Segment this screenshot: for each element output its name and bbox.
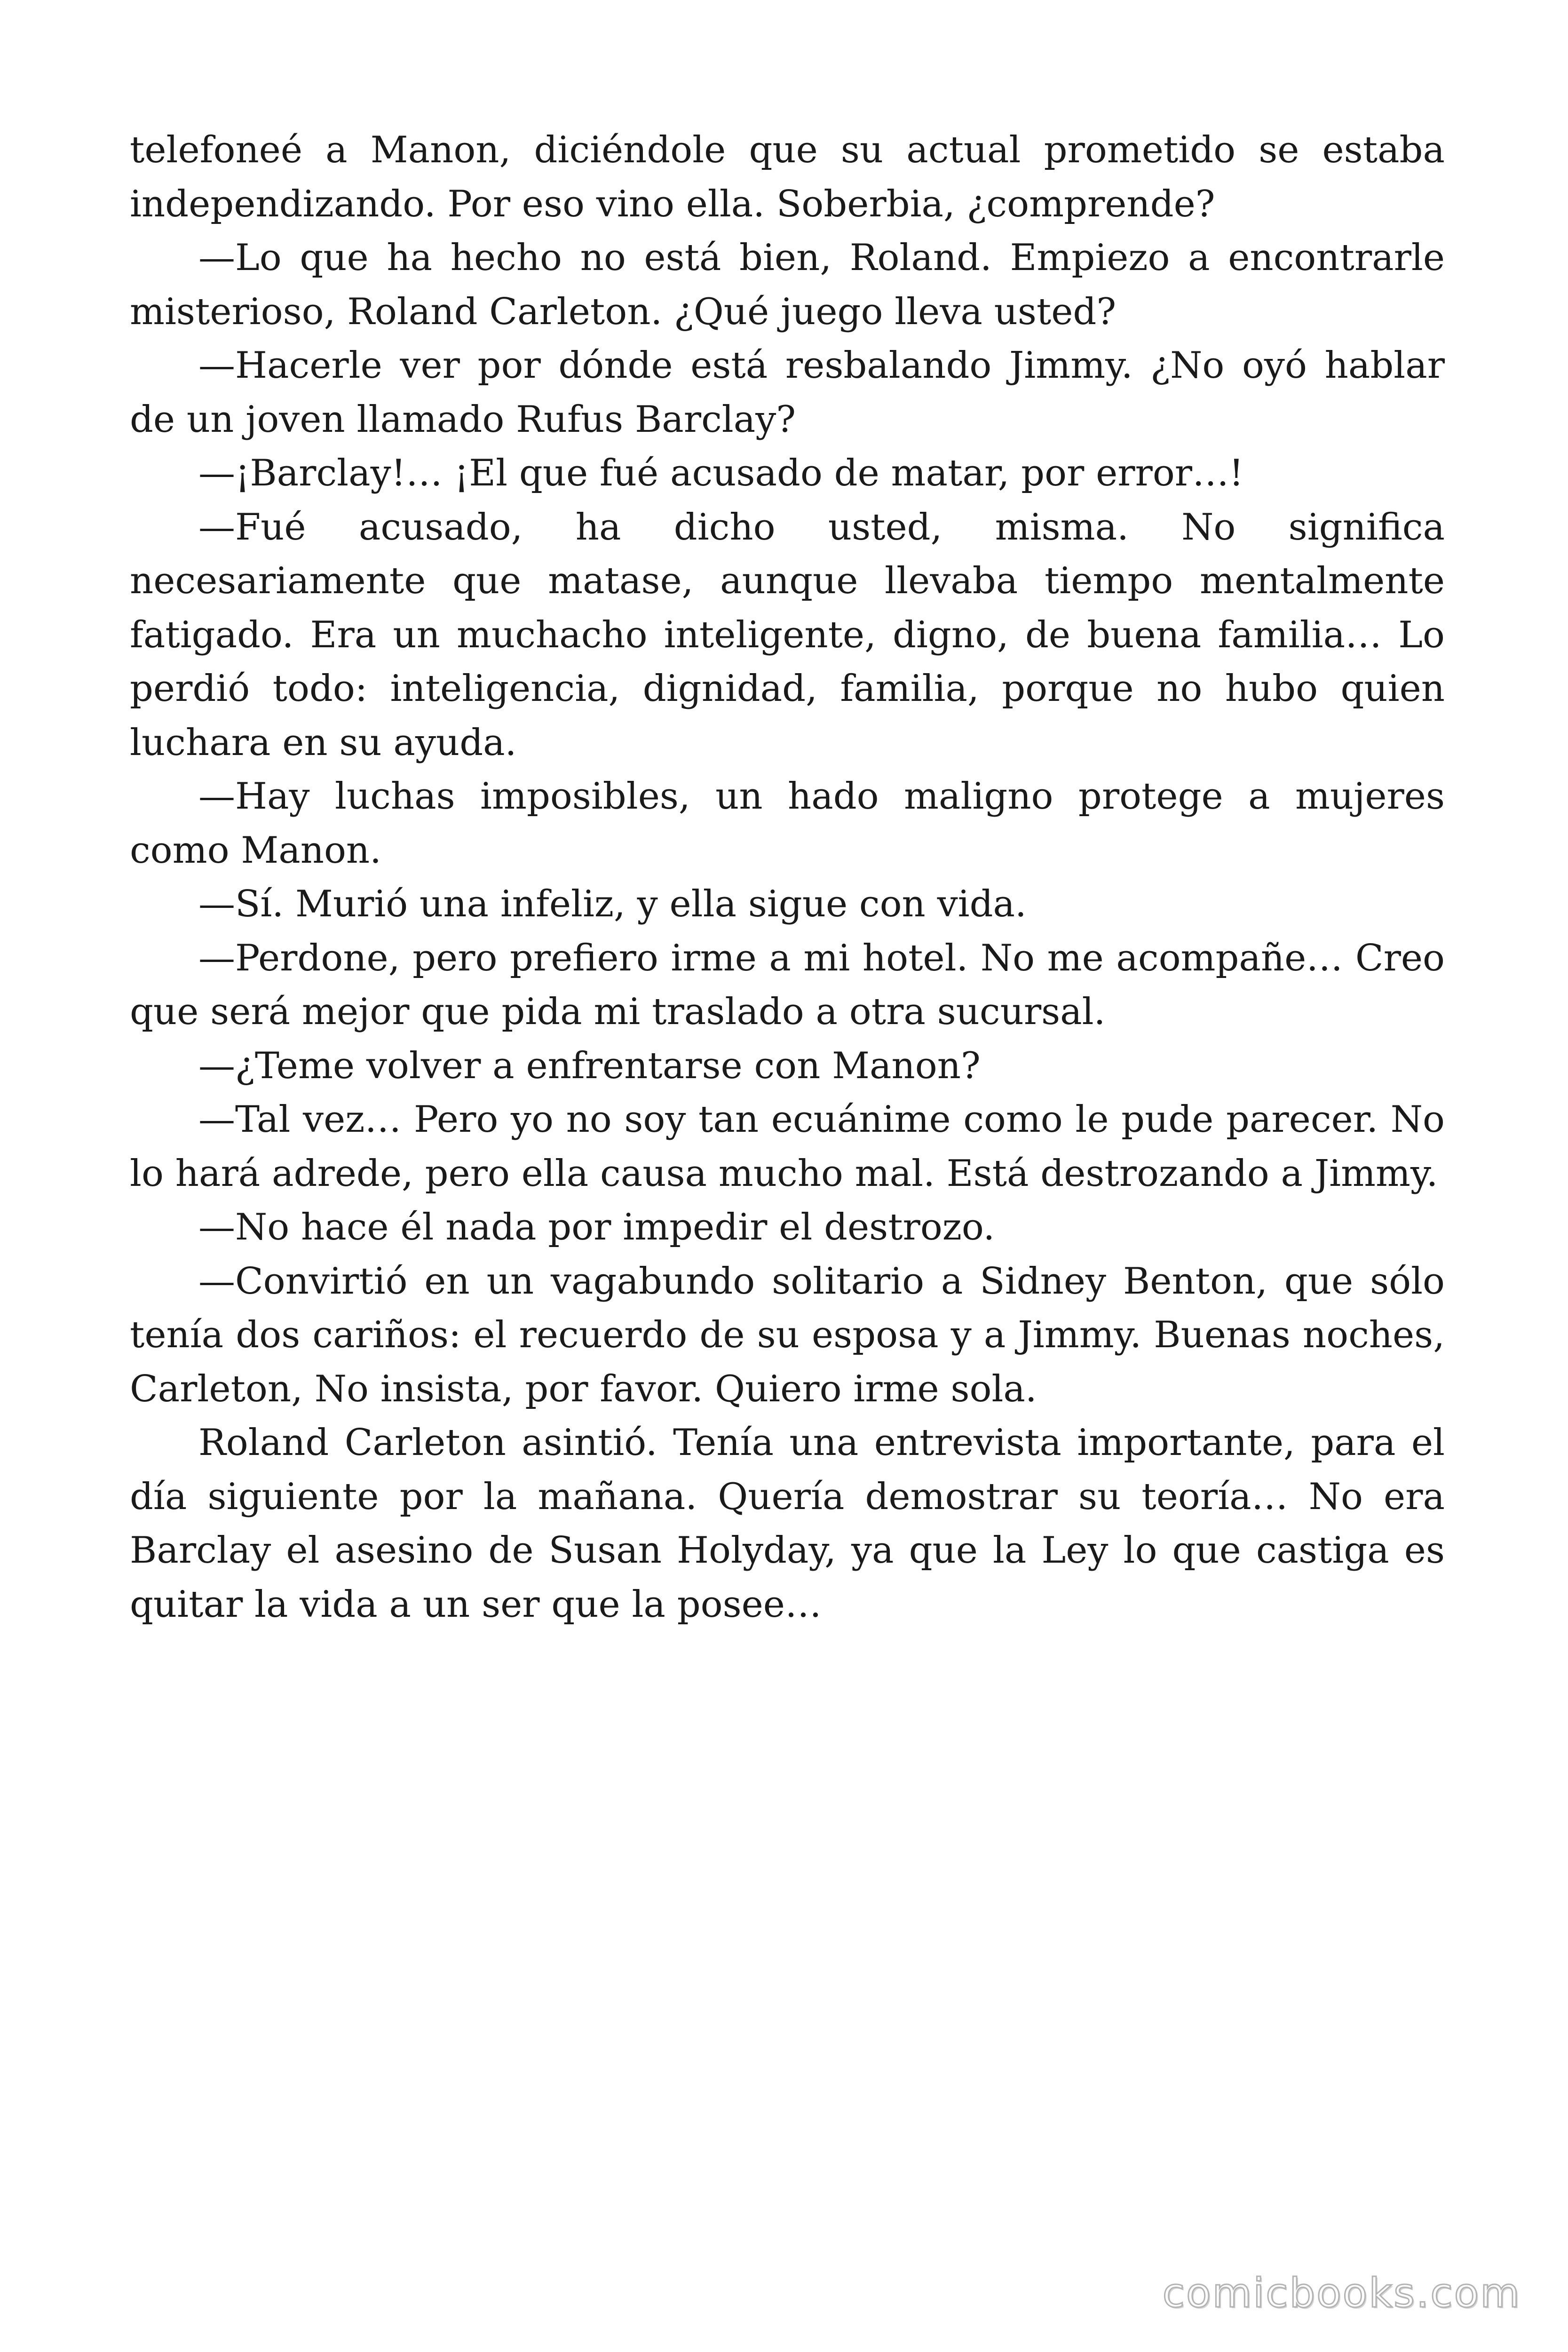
paragraph-5: —Fué acusado, ha dicho usted, misma. No significa necesariamente que matase, aunque llevaba tiempo mentalmente fatigado. Era un muchacho inteligente, digno, de buena familia… Lo perdió todo: inteligencia, dignidad, familia, porque no hubo quien luchara en su ayuda. xyxy=(130,506,1445,764)
paragraph-1: telefoneé a Manon, diciéndole que su actual prometido se estaba independizando. Por eso vino ella. Soberbia, ¿comprende? xyxy=(130,129,1445,225)
paragraph-2: —Lo que ha hecho no está bien, Roland. Empiezo a encontrarle misterioso, Roland Carleton. ¿Qué juego lleva usted? xyxy=(130,237,1445,333)
book-page-text xyxy=(130,123,1445,1631)
paragraph-13: Roland Carleton asintió. Tenía una entrevista importante, para el día siguiente por la mañana. Quería demostrar su teoría… No era Barclay el asesino de Susan Holyday, ya que la Ley lo que castiga es quitar la vida a un ser que la posee… xyxy=(130,1422,1445,1626)
watermark: comicbooks.com xyxy=(1162,2270,1521,2317)
paragraph-10: —Tal vez… Pero yo no soy tan ecuánime como le pude parecer. No lo hará adrede, pero ella causa mucho mal. Está destrozando a Jimmy. xyxy=(130,1098,1445,1195)
paragraph-8: —Perdone, pero prefiero irme a mi hotel. No me acompañe… Creo que será mejor que pida mi traslado a otra sucursal. xyxy=(130,937,1445,1033)
paragraph-4: —¡Barclay!… ¡El que fué acusado de matar, por error…! xyxy=(198,452,1244,494)
paragraph-11: —No hace él nada por impedir el destrozo. xyxy=(198,1206,995,1248)
paragraph-9: —¿Teme volver a enfrentarse con Manon? xyxy=(198,1044,981,1087)
paragraph-6: —Hay luchas imposibles, un hado maligno protege a mujeres como Manon. xyxy=(130,775,1445,872)
paragraph-12: —Convirtió en un vagabundo solitario a Sidney Benton, que sólo tenía dos cariños: el recuerdo de su esposa y a Jimmy. Buenas noches, Carleton, No insista, por favor. Quiero irme sola. xyxy=(130,1260,1445,1410)
paragraph-3: —Hacerle ver por dónde está resbalando Jimmy. ¿No oyó hablar de un joven llamado Rufus Barclay? xyxy=(130,344,1445,441)
paragraph-7: —Sí. Murió una infeliz, y ella sigue con vida. xyxy=(198,883,1027,925)
